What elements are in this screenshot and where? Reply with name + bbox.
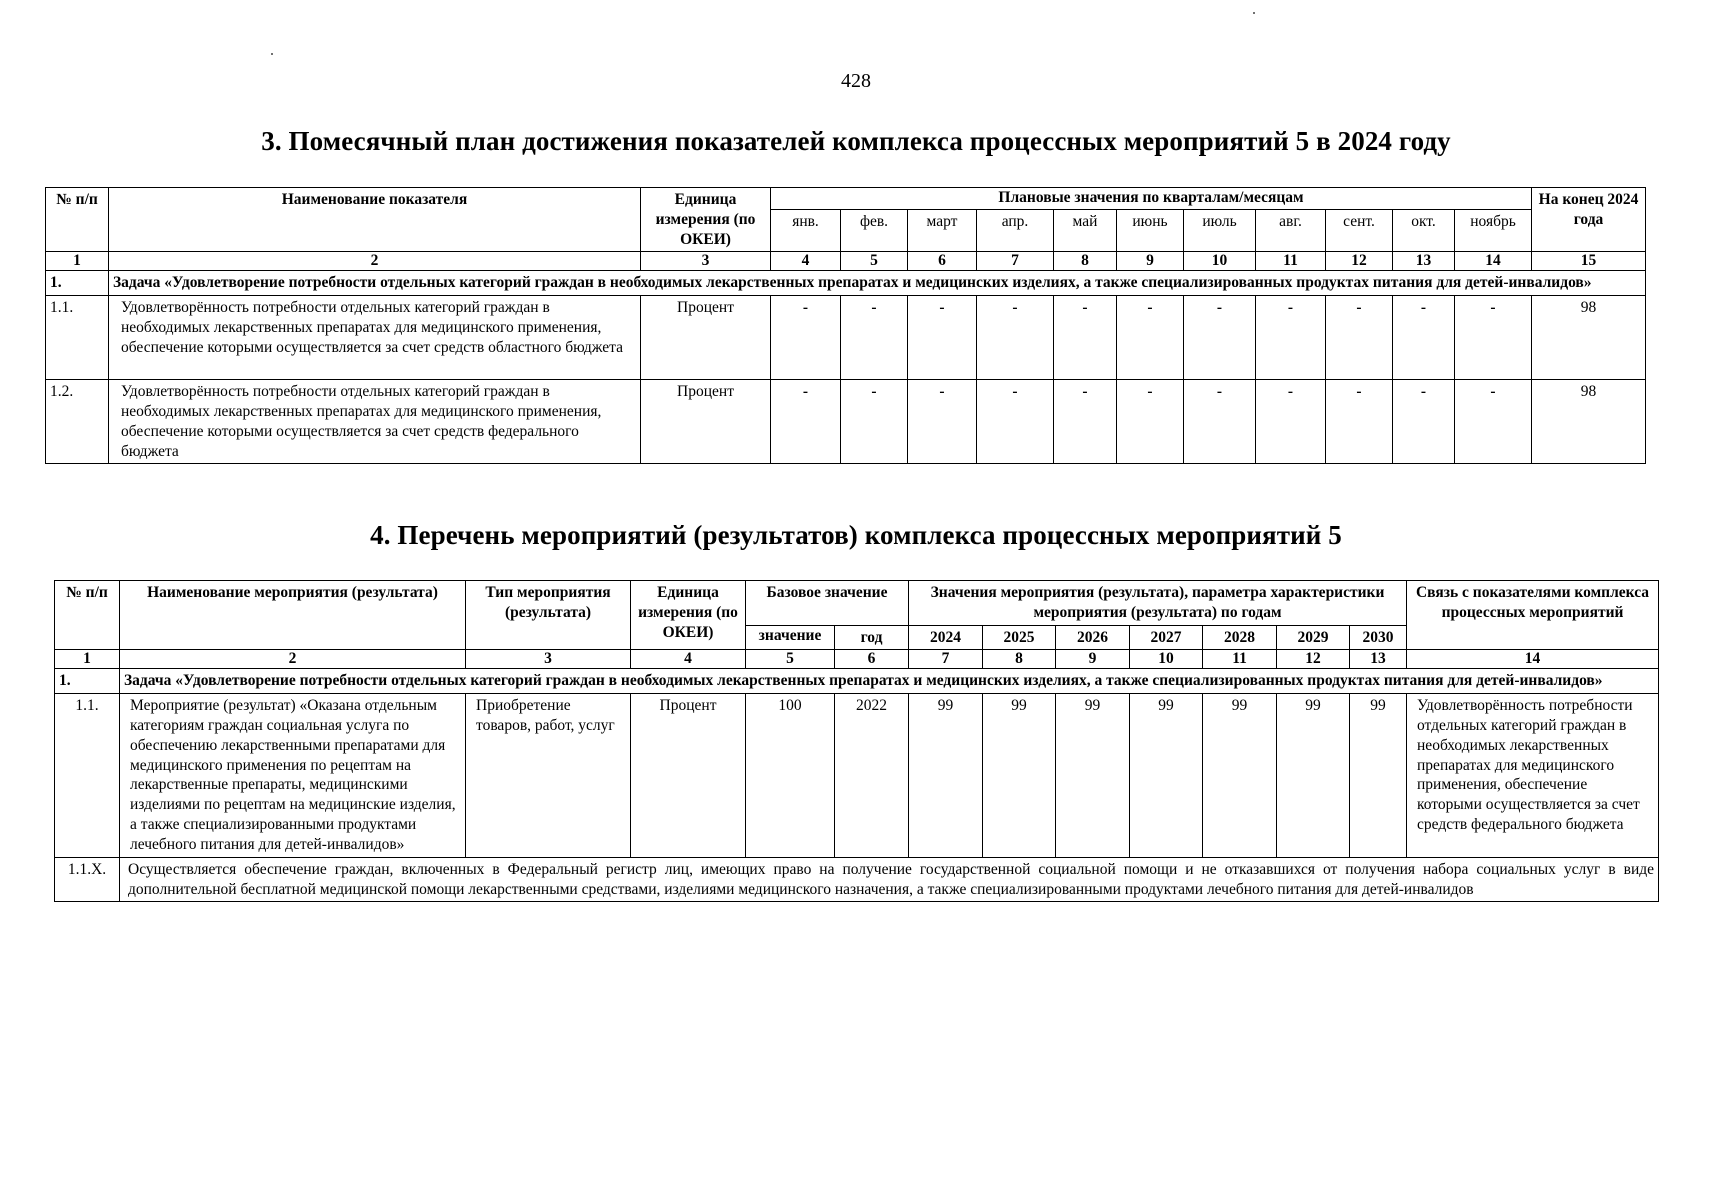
- month-value: -: [1256, 296, 1326, 380]
- col-number: 2: [120, 650, 466, 669]
- month-value: -: [1117, 380, 1184, 464]
- row-link: Удовлетворённость потребности отдельных категорий граждан в необходимых лекарственных препаратах для медицинского применения, обеспечение которыми осуществляется за счет средств федерального бюджета: [1407, 694, 1659, 858]
- task-text: Задача «Удовлетворение потребности отдельных категорий граждан в необходимых лекарственных препаратах и медицинских изделиях, а также специализированных продуктах питания для детей-инвалидов»: [109, 271, 1646, 296]
- col-number: 6: [908, 252, 977, 271]
- header-base: Базовое значение: [746, 581, 909, 626]
- month-header: авг.: [1256, 210, 1326, 252]
- header-unit: Единица измерения (по ОКЕИ): [631, 581, 746, 650]
- note-num: 1.1.X.: [55, 857, 120, 902]
- col-number: 8: [1054, 252, 1117, 271]
- column-number-row: [55, 650, 1659, 669]
- month-value: -: [1455, 296, 1532, 380]
- header-link: Связь с показателями комплекса процессных мероприятий: [1407, 581, 1659, 650]
- month-value: -: [1117, 296, 1184, 380]
- year-value: 99: [1203, 694, 1277, 858]
- month-header: апр.: [977, 210, 1054, 252]
- table-row: [46, 296, 1646, 380]
- month-value: -: [1054, 296, 1117, 380]
- col-number: 12: [1277, 650, 1350, 669]
- month-value: -: [771, 296, 841, 380]
- header-base-value: значение: [746, 625, 835, 650]
- month-value: -: [1326, 296, 1393, 380]
- year-value: 99: [1277, 694, 1350, 858]
- header-base-year: год: [835, 625, 909, 650]
- scan-speck: [271, 53, 273, 55]
- month-header: фев.: [841, 210, 908, 252]
- month-header: окт.: [1393, 210, 1455, 252]
- row-base-year: 2022: [835, 694, 909, 858]
- row-num: 1.1.: [55, 694, 120, 858]
- year-value: 99: [983, 694, 1056, 858]
- month-header: июнь: [1117, 210, 1184, 252]
- month-value: -: [841, 380, 908, 464]
- row-name: Удовлетворённость потребности отдельных категорий граждан в необходимых лекарственных препаратах для медицинского применения, обеспечение которыми осуществляется за счет средств федерального бюджета: [109, 380, 641, 464]
- task-row: [46, 271, 1646, 296]
- row-base-value: 100: [746, 694, 835, 858]
- col-number: 10: [1130, 650, 1203, 669]
- row-type: Приобретение товаров, работ, услуг: [466, 694, 631, 858]
- row-unit: Процент: [631, 694, 746, 858]
- header-num: № п/п: [46, 188, 109, 252]
- row-unit: Процент: [641, 296, 771, 380]
- table-row: [55, 694, 1659, 858]
- col-number: 9: [1056, 650, 1130, 669]
- month-value: -: [1393, 296, 1455, 380]
- col-number: 5: [746, 650, 835, 669]
- year-header: 2029: [1277, 625, 1350, 650]
- col-number: 1: [46, 252, 109, 271]
- year-header: 2024: [909, 625, 983, 650]
- task-num: 1.: [55, 669, 120, 694]
- col-number: 11: [1256, 252, 1326, 271]
- month-value: -: [1256, 380, 1326, 464]
- col-number: 10: [1184, 252, 1256, 271]
- section-4-title: 4. Перечень мероприятий (результатов) комплекса процессных мероприятий 5: [370, 520, 1342, 550]
- header-name: Наименование показателя: [109, 188, 641, 252]
- table-row: [46, 380, 1646, 464]
- header-num: № п/п: [55, 581, 120, 650]
- end-value: 98: [1532, 380, 1646, 464]
- month-header: сент.: [1326, 210, 1393, 252]
- scan-speck: [1253, 12, 1255, 14]
- year-header: 2027: [1130, 625, 1203, 650]
- col-number: 7: [977, 252, 1054, 271]
- month-value: -: [977, 296, 1054, 380]
- col-number: 9: [1117, 252, 1184, 271]
- column-number-row: [46, 252, 1646, 271]
- header-row: [55, 581, 1659, 626]
- month-value: -: [977, 380, 1054, 464]
- month-value: -: [1326, 380, 1393, 464]
- col-number: 4: [771, 252, 841, 271]
- year-value: 99: [1056, 694, 1130, 858]
- note-row: [55, 857, 1659, 902]
- col-number: 14: [1407, 650, 1659, 669]
- col-number: 4: [631, 650, 746, 669]
- row-unit: Процент: [641, 380, 771, 464]
- end-value: 98: [1532, 296, 1646, 380]
- month-value: -: [841, 296, 908, 380]
- month-header: май: [1054, 210, 1117, 252]
- year-value: 99: [1350, 694, 1407, 858]
- monthly-plan-table: [45, 187, 1646, 464]
- month-value: -: [1184, 296, 1256, 380]
- col-number: 3: [466, 650, 631, 669]
- month-value: -: [1184, 380, 1256, 464]
- month-value: -: [1455, 380, 1532, 464]
- page-number: 428: [841, 70, 871, 92]
- note-text: Осуществляется обеспечение граждан, включенных в Федеральный регистр лиц, имеющих право на получение государственной социальной помощи и не отказавшихся от получения набора социальных услуг в виде дополнительной бесплатной медицинской помощи лекарственными средствами, изделиями медицинского назначения, а также специализированными продуктами лечебного питания для детей-инвалидов: [120, 857, 1659, 902]
- header-row: [46, 188, 1646, 210]
- header-name: Наименование мероприятия (результата): [120, 581, 466, 650]
- year-header: 2026: [1056, 625, 1130, 650]
- month-header: янв.: [771, 210, 841, 252]
- month-header: ноябрь: [1455, 210, 1532, 252]
- header-plan: Плановые значения по кварталам/месяцам: [771, 188, 1532, 210]
- month-header: март: [908, 210, 977, 252]
- header-end: На конец 2024 года: [1532, 188, 1646, 252]
- col-number: 11: [1203, 650, 1277, 669]
- col-number: 5: [841, 252, 908, 271]
- month-value: -: [1393, 380, 1455, 464]
- col-number: 13: [1393, 252, 1455, 271]
- month-header: июль: [1184, 210, 1256, 252]
- header-values: Значения мероприятия (результата), параметра характеристики мероприятия (результата) по годам: [909, 581, 1407, 626]
- month-value: -: [908, 296, 977, 380]
- task-num: 1.: [46, 271, 109, 296]
- row-num: 1.1.: [46, 296, 109, 380]
- col-number: 3: [641, 252, 771, 271]
- col-number: 1: [55, 650, 120, 669]
- col-number: 8: [983, 650, 1056, 669]
- header-type: Тип мероприятия (результата): [466, 581, 631, 650]
- month-value: -: [908, 380, 977, 464]
- col-number: 2: [109, 252, 641, 271]
- section-3-title: 3. Помесячный план достижения показателей комплекса процессных мероприятий 5 в 2024 году: [261, 126, 1451, 156]
- year-header: 2030: [1350, 625, 1407, 650]
- col-number: 14: [1455, 252, 1532, 271]
- col-number: 13: [1350, 650, 1407, 669]
- year-value: 99: [1130, 694, 1203, 858]
- row-name: Мероприятие (результат) «Оказана отдельным категориям граждан социальная услуга по обеспечению лекарственными препаратами для медицинского применения по рецептам на лекарственные препараты, медицинскими изделиями по рецептам на медицинские изделия, а также специализированными продуктами лечебного питания для детей-инвалидов»: [120, 694, 466, 858]
- task-text: Задача «Удовлетворение потребности отдельных категорий граждан в необходимых лекарственных препаратах и медицинских изделиях, а также специализированных продуктах питания для детей-инвалидов»: [120, 669, 1659, 694]
- activities-table: [54, 580, 1659, 902]
- col-number: 15: [1532, 252, 1646, 271]
- col-number: 6: [835, 650, 909, 669]
- row-name: Удовлетворённость потребности отдельных категорий граждан в необходимых лекарственных препаратах для медицинского применения, обеспечение которыми осуществляется за счет средств областного бюджета: [109, 296, 641, 380]
- year-header: 2025: [983, 625, 1056, 650]
- year-value: 99: [909, 694, 983, 858]
- col-number: 7: [909, 650, 983, 669]
- task-row: [55, 669, 1659, 694]
- header-unit: Единица измерения (по ОКЕИ): [641, 188, 771, 252]
- row-num: 1.2.: [46, 380, 109, 464]
- month-value: -: [1054, 380, 1117, 464]
- year-header: 2028: [1203, 625, 1277, 650]
- col-number: 12: [1326, 252, 1393, 271]
- month-value: -: [771, 380, 841, 464]
